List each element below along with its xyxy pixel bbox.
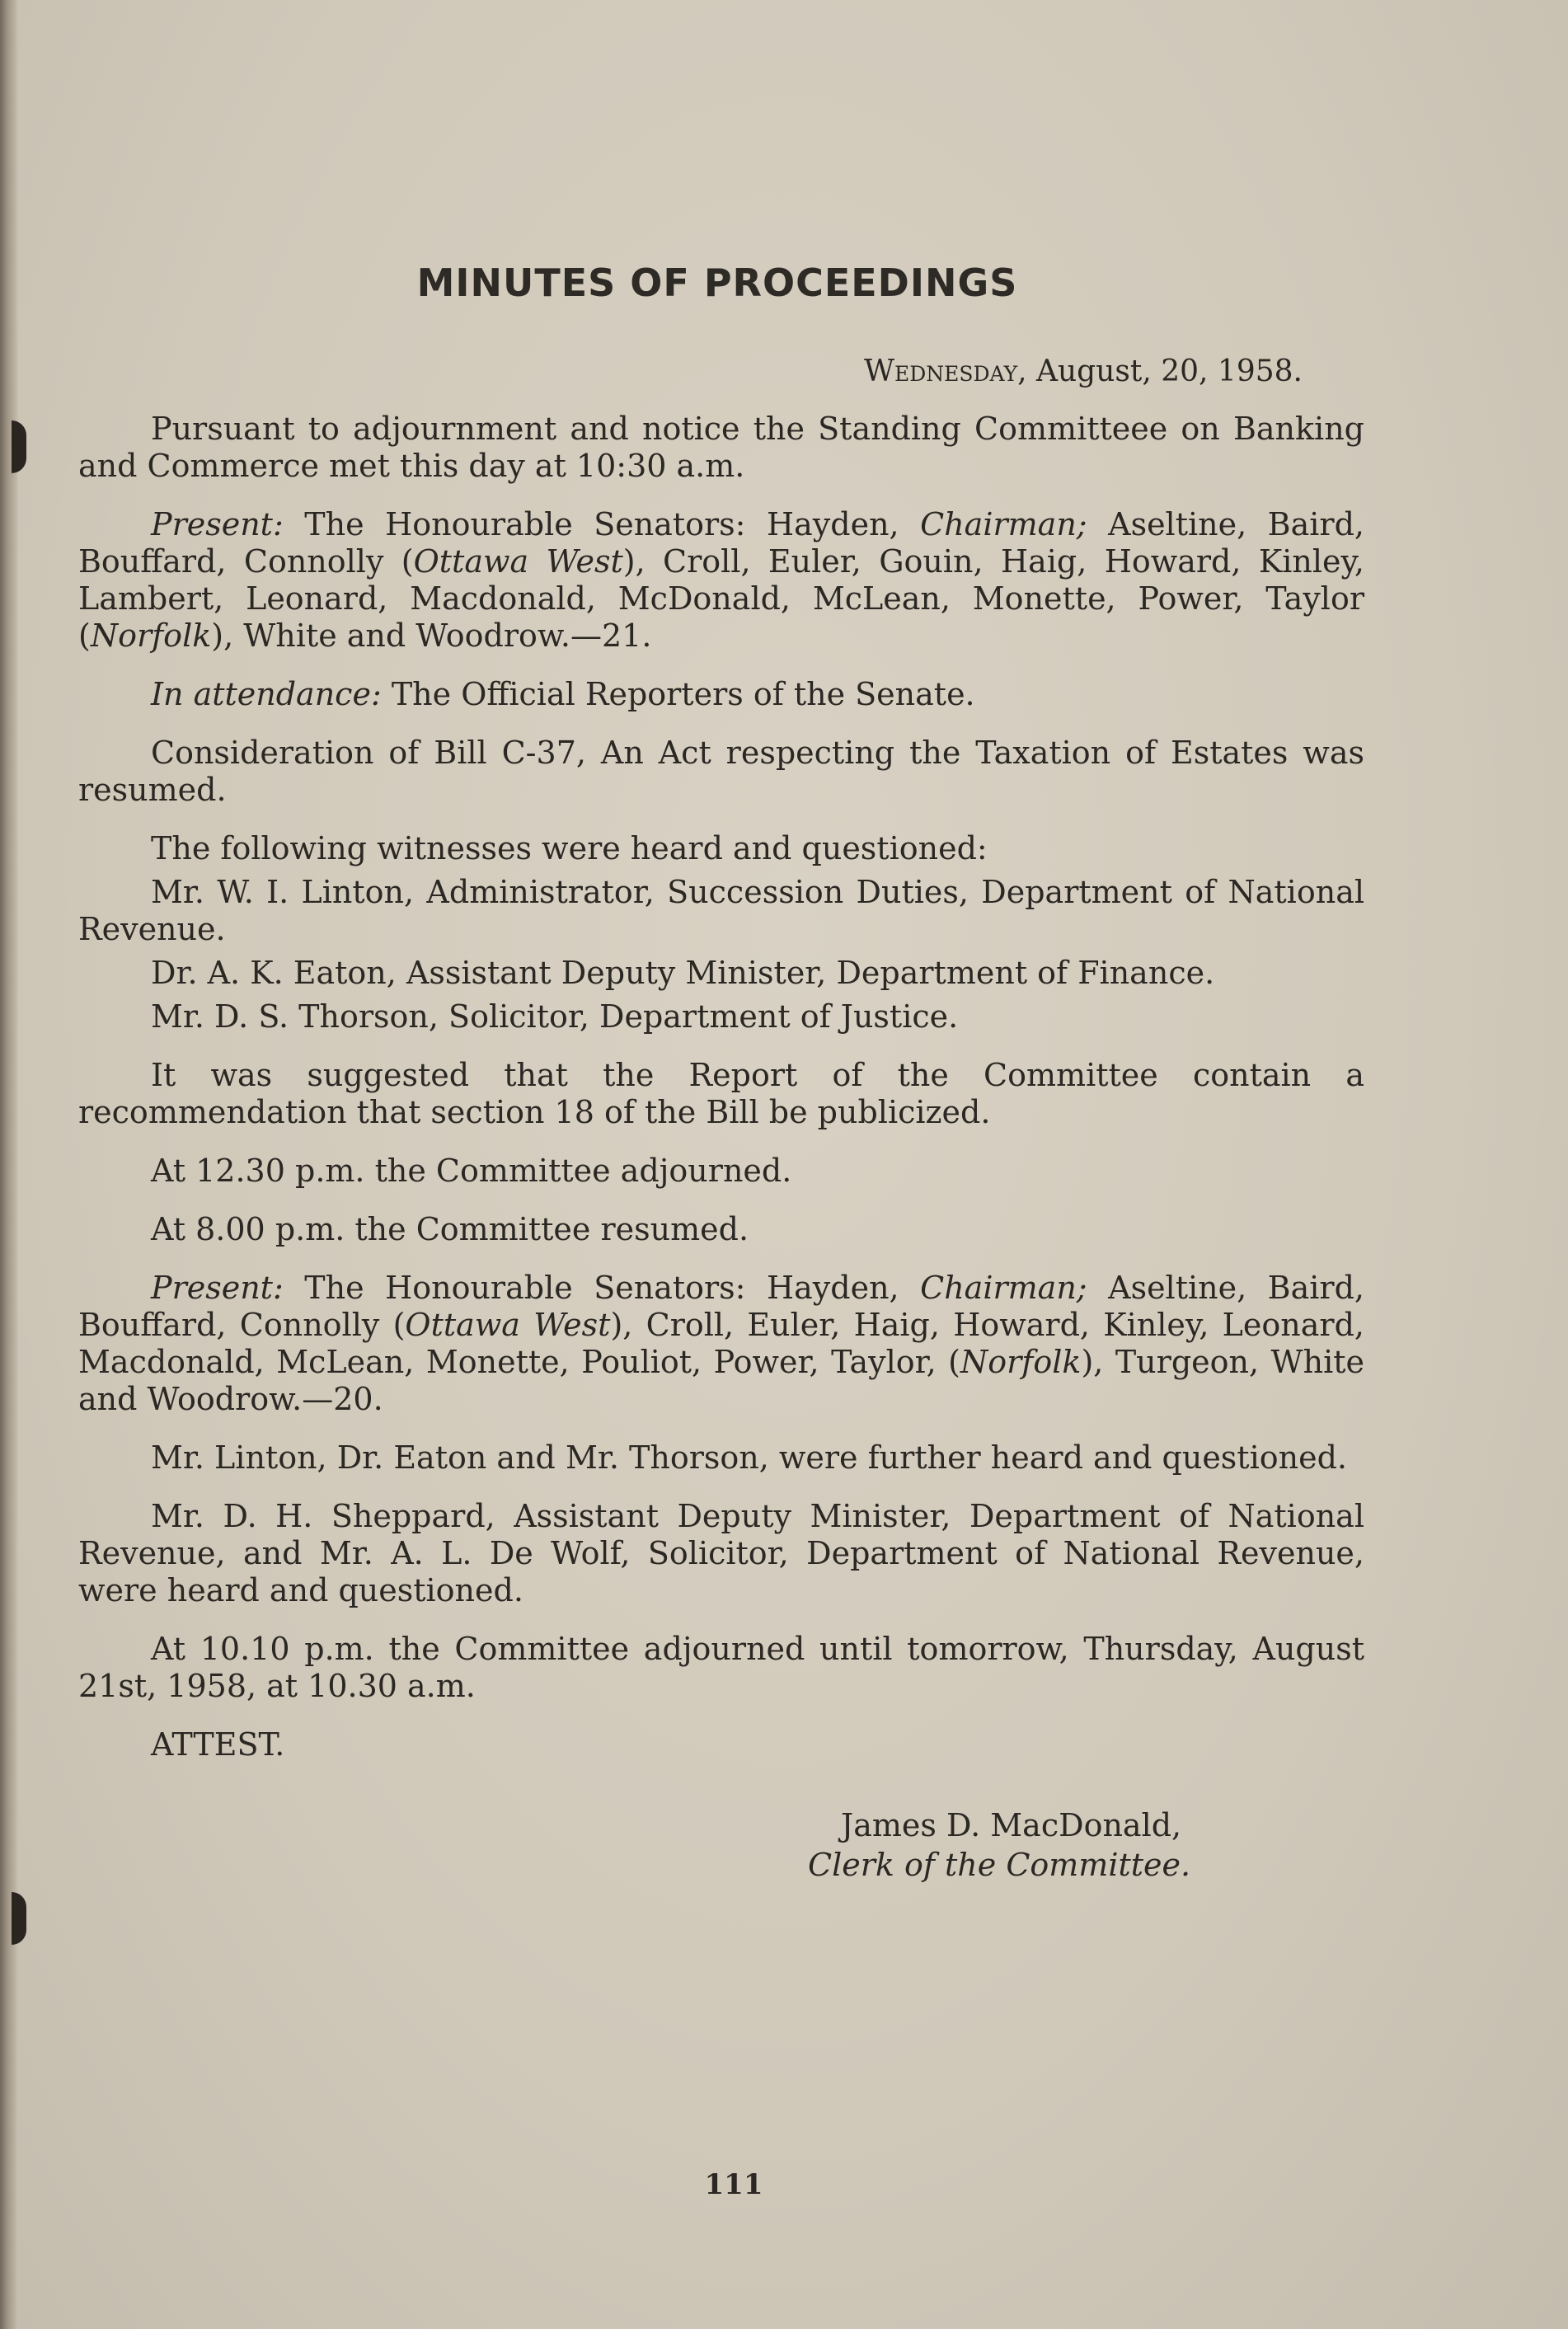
signatory-name: James D. MacDonald, (841, 1807, 1182, 1843)
paragraph-opening: Pursuant to adjournment and notice the Standing Committeee on Banking and Commerce met this day at 10:30 a.m. (78, 411, 1364, 484)
norfolk-label: Norfolk (960, 1344, 1082, 1380)
binding-hole-bottom (12, 1892, 26, 1945)
ottawa-west-label: Ottawa West (405, 1307, 611, 1343)
paragraph-present-morning (78, 506, 1364, 655)
paragraph-adjourned-noon: At 12.30 p.m. the Committee adjourned. (151, 1153, 792, 1189)
text-run: Aseltine, Baird, Bouffard, Connolly ( (78, 506, 1364, 580)
present-label: Present: (151, 1270, 284, 1306)
text-run: ), Croll, Euler, Haig, Howard, Kinley, Leonard, Macdonald, McLean, Monette, Pouliot, Power, Taylor, ( (78, 1307, 1364, 1380)
present-label: Present: (151, 506, 284, 542)
attest-label: ATTEST. (151, 1726, 285, 1763)
paragraph-attendance (78, 676, 1364, 713)
paragraph-suggestion: It was suggested that the Report of the Committee contain a recommendation that section 18 of the Bill be publicized. (78, 1057, 1364, 1130)
attendance-label: In attendance: (151, 676, 382, 712)
ottawa-west-label: Ottawa West (413, 543, 623, 580)
paragraph-present-evening (78, 1270, 1364, 1418)
paragraph-resumed-evening: At 8.00 p.m. the Committee resumed. (151, 1211, 749, 1247)
page-number: 111 (704, 2168, 763, 2201)
signatory-role (808, 1845, 1190, 1885)
text-run: Aseltine, Baird, Bouffard, Connolly ( (78, 1270, 1364, 1343)
signature-block (808, 1805, 1190, 1885)
text-run: ), White and Woodrow.—21. (211, 617, 652, 654)
norfolk-label: Norfolk (90, 617, 212, 654)
paragraph-further-heard: Mr. Linton, Dr. Eaton and Mr. Thorson, were further heard and questioned. (151, 1439, 1347, 1476)
chairman-label: Chairman; (920, 1270, 1087, 1306)
role-text: Clerk of the Committee. (808, 1847, 1191, 1883)
witness-thorson: Mr. D. S. Thorson, Solicitor, Department of Justice. (151, 998, 959, 1035)
text-run: The Official Reporters of the Senate. (381, 676, 975, 712)
text-run: The Honourable Senators: Hayden, (283, 1270, 921, 1306)
text-run: The Honourable Senators: Hayden, (283, 506, 921, 542)
page-title: MINUTES OF PROCEEDINGS (416, 261, 1018, 305)
text-run: ), Croll, Euler, Gouin, Haig, Howard, Kinley, Lambert, Leonard, Macdonald, McDonald, McLean, Monette, Power, Taylor ( (78, 543, 1364, 654)
date-weekday: Wednesday (863, 355, 1018, 388)
chairman-label: Chairman; (920, 506, 1087, 542)
minutes-body (78, 411, 1364, 1763)
paragraph-adjourned-final: At 10.10 p.m. the Committee adjourned until tomorrow, Thursday, August 21st, 1958, at 10.30 a.m. (78, 1631, 1364, 1704)
page-binding-edge (0, 0, 18, 2329)
paragraph-sheppard: Mr. D. H. Sheppard, Assistant Deputy Minister, Department of National Revenue, and Mr. A. L. De Wolf, Solicitor, Department of National Revenue, were heard and questioned. (78, 1498, 1364, 1608)
text-run: ), Turgeon, White and Woodrow.—20. (78, 1344, 1364, 1417)
witness-eaton: Dr. A. K. Eaton, Assistant Deputy Minister, Department of Finance. (151, 955, 1215, 991)
date-rest: , August, 20, 1958. (1017, 355, 1303, 388)
paragraph-witnesses-intro: The following witnesses were heard and questioned: (151, 830, 988, 866)
paragraph-bill: Consideration of Bill C-37, An Act respecting the Taxation of Estates was resumed. (78, 735, 1364, 808)
meeting-date (0, 355, 1303, 388)
binding-hole-top (12, 420, 26, 473)
witness-linton: Mr. W. I. Linton, Administrator, Succession Duties, Department of National Revenue. (78, 874, 1364, 947)
